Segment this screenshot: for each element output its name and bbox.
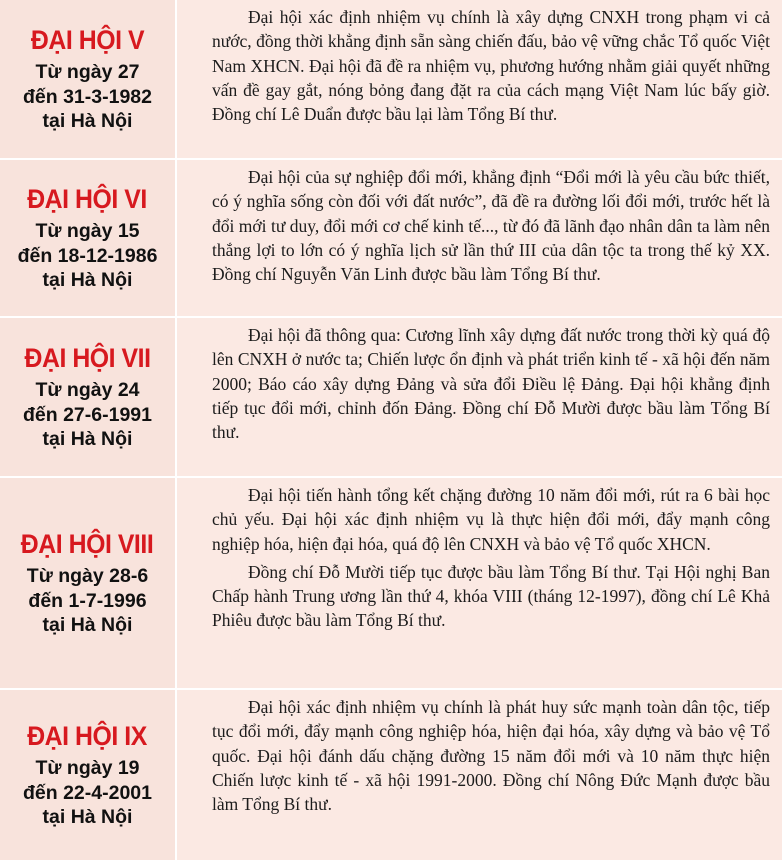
congress-location: tại Hà Nội	[42, 614, 133, 637]
description-paragraph: Đại hội đã thông qua: Cương lĩnh xây dựng đất nước trong thời kỳ quá độ lên CNXH ở nước ta; Chiến lược ổn định và phát triển kinh tế - xã hội đến năm 2000; Báo cáo xây dựng Đảng và sửa đổi Điều lệ Đảng. Đại hội khẳng định tiếp tục đổi mới, chỉnh đốn Đảng. Đồng chí Đỗ Mười được bầu làm Tổng Bí thư.	[212, 325, 770, 443]
congress-date-line: đến 31-3-1982	[23, 85, 152, 108]
congress-row	[0, 476, 782, 688]
congress-row	[0, 158, 782, 316]
congress-description	[177, 690, 782, 860]
congress-date-line: Từ ngày 19	[35, 757, 140, 780]
congress-title: ĐẠI HỘI VII	[24, 343, 151, 374]
description-paragraph: Đồng chí Đỗ Mười tiếp tục được bầu làm Tổng Bí thư. Tại Hội nghị Ban Chấp hành Trung ương lần thứ 4, khóa VIII (tháng 12-1997), đồng chí Lê Khả Phiêu được bầu làm Tổng Bí thư.	[212, 561, 770, 631]
congress-location: tại Hà Nội	[42, 428, 133, 451]
congress-date-line: Từ ngày 24	[35, 379, 140, 402]
congress-row	[0, 688, 782, 860]
congress-date-line: đến 22-4-2001	[23, 781, 152, 804]
description-paragraph: Đại hội xác định nhiệm vụ chính là xây dựng CNXH trong phạm vi cả nước, đồng thời khẳng định sẵn sàng chiến đấu, bảo vệ vững chắc Tổ quốc Việt Nam XHCN. Đại hội đã đề ra nhiệm vụ, phương hướng nhằm giải quyết những vấn đề gay gắt, nóng bỏng đang đặt ra của cách mạng Việt Nam lúc bấy giờ. Đồng chí Lê Duẩn được bầu lại làm Tổng Bí thư.	[212, 7, 770, 125]
congress-description	[177, 318, 782, 476]
congress-location: tại Hà Nội	[42, 110, 133, 133]
congress-date-line: Từ ngày 27	[35, 61, 140, 84]
congress-title: ĐẠI HỘI IX	[27, 721, 148, 752]
congress-title: ĐẠI HỘI V	[30, 25, 145, 56]
congress-location: tại Hà Nội	[42, 806, 133, 829]
description-paragraph: Đại hội tiến hành tổng kết chặng đường 10 năm đổi mới, rút ra 6 bài học chủ yếu. Đại hội xác định nhiệm vụ là thực hiện đổi mới, đẩy mạnh công nghiệp hóa, hiện đại hóa, quá độ lên CNXH và bảo vệ Tổ quốc XHCN.	[212, 485, 770, 554]
congress-title: ĐẠI HỘI VIII	[21, 529, 154, 560]
congress-description	[177, 478, 782, 688]
congress-header	[0, 0, 177, 158]
congress-title: ĐẠI HỘI VI	[27, 184, 148, 215]
description-paragraph: Đại hội xác định nhiệm vụ chính là phát huy sức mạnh toàn dân tộc, tiếp tục đổi mới, đẩy mạnh công nghiệp hóa, hiện đại hóa, xây dựng và bảo vệ Tổ quốc. Đại hội đánh dấu chặng đường 15 năm đổi mới và 10 năm thực hiện Chiến lược kinh tế - xã hội 1991-2000. Đồng chí Nông Đức Mạnh được bầu làm Tổng Bí thư.	[212, 697, 770, 815]
description-paragraph: Đại hội của sự nghiệp đổi mới, khẳng định “Đổi mới là yêu cầu bức thiết, có ý nghĩa sống còn đối với đất nước”, đã đề ra đường lối đổi mới, trước hết là đổi mới tư duy, đổi mới cơ chế kinh tế..., từ đó đã lãnh đạo nhân dân ta làm nên thắng lợi to lớn có ý nghĩa lịch sử lần thứ III của dân tộc ta trong thế kỷ XX. Đồng chí Nguyễn Văn Linh được bầu làm Tổng Bí thư.	[212, 167, 770, 285]
congress-header	[0, 690, 177, 860]
congress-date-line: Từ ngày 28-6	[26, 565, 149, 588]
congress-description	[177, 0, 782, 158]
congress-date-line: đến 27-6-1991	[23, 403, 152, 426]
congress-location: tại Hà Nội	[42, 269, 133, 292]
congress-row	[0, 316, 782, 476]
congress-header	[0, 160, 177, 316]
congress-header	[0, 318, 177, 476]
congress-header	[0, 478, 177, 688]
congress-description	[177, 160, 782, 316]
congress-row	[0, 0, 782, 158]
congress-date-line: đến 18-12-1986	[17, 244, 158, 267]
congress-date-line: đến 1-7-1996	[28, 589, 147, 612]
congress-date-line: Từ ngày 15	[35, 220, 140, 243]
